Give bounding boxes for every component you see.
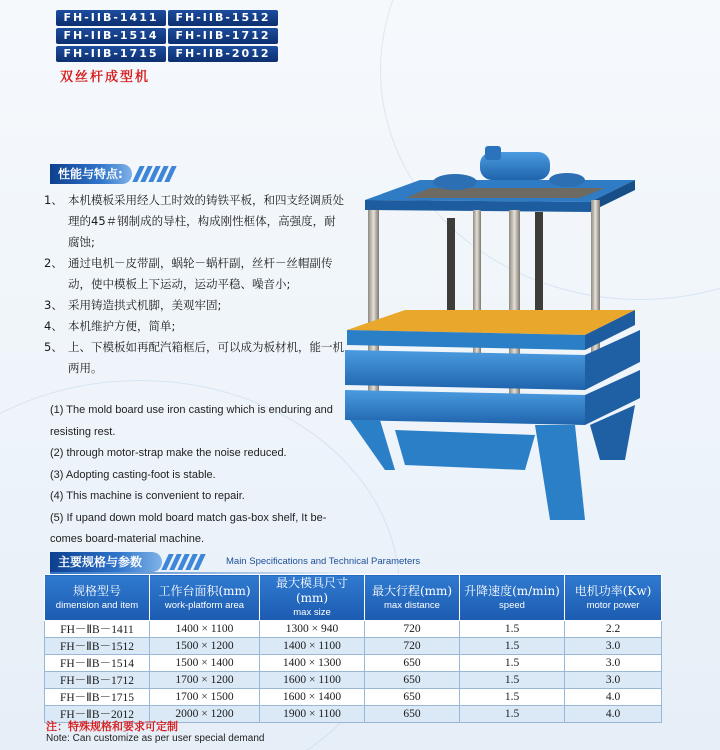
table-row: FH－ⅡB－2012 2000 × 1200 1900 × 1100 650 1.5 4.0 [45, 706, 662, 723]
table-row: FH－ⅡB－1411 1400 × 1100 1300 × 940 720 1.5 2.2 [45, 621, 662, 638]
list-item: 5、 上、下模板如再配汽箱框后，可以成为板材机，能一机两用。 [44, 340, 344, 375]
features-list [44, 190, 344, 379]
column-header: 电机功率(Kw) motor power [565, 575, 662, 621]
model-badges [56, 10, 278, 62]
table-row: FH－ⅡB－1514 1500 × 1400 1400 × 1300 650 1.5 3.0 [45, 655, 662, 672]
specs-title: 主要规格与参数 [58, 555, 143, 569]
table-header-row [45, 575, 662, 621]
model-badge: FH-IIB-1514 [56, 28, 166, 44]
specs-subtitle: Main Specifications and Technical Parameters [226, 556, 421, 567]
machine-image [335, 140, 665, 520]
list-item: (1) The mold board use iron casting which is enduring and resisting rest. [50, 404, 333, 438]
features-title: 性能与特点: [58, 167, 123, 181]
list-item: 3、 采用铸造拱式机脚，美观牢固; [44, 298, 222, 312]
features-list-english [50, 400, 350, 551]
list-item: (2) through motor-strap make the noise reduced. [50, 447, 287, 459]
note-chinese: 注：特殊规格和要求可定制 [46, 720, 178, 733]
model-badge: FH-IIB-1512 [168, 10, 278, 26]
specs-header [50, 552, 610, 572]
table-row: FH－ⅡB－1715 1700 × 1500 1600 × 1400 650 1.5 4.0 [45, 689, 662, 706]
list-item: 2、 通过电机－皮带副，蜗轮－蜗杆副，丝杆－丝帽副传动，使中模板上下运动，运动平稳、噪音小; [44, 256, 333, 291]
features-header [50, 164, 180, 184]
table-row: FH－ⅡB－1712 1700 × 1200 1600 × 1100 650 1.5 3.0 [45, 672, 662, 689]
model-badge: FH-IIB-1411 [56, 10, 166, 26]
model-badge: FH-IIB-1715 [56, 46, 166, 62]
column-header: 规格型号 dimension and item [45, 575, 150, 621]
product-name: 双丝杆成型机 [60, 70, 151, 85]
column-header: 工作台面积(mm) work-platform area [150, 575, 260, 621]
model-badge: FH-IIB-1712 [168, 28, 278, 44]
note-english: Note: Can customize as per user special demand [46, 733, 265, 744]
column-header: 升降速度(m/min) speed [460, 575, 565, 621]
list-item: (5) If upand down mold board match gas-box shelf, It be-comes board-material machine. [50, 511, 327, 545]
list-item: 4、 本机维护方便，简单; [44, 319, 176, 333]
column-header: 最大行程(mm) max distance [365, 575, 460, 621]
column-header: 最大模具尺寸(mm) max size [260, 575, 365, 621]
spec-table [44, 574, 662, 723]
list-item: 1、 本机模板采用经人工时效的铸铁平板，和四支经调质处理的45＃钢制成的导柱，构成刚性框体，高强度，耐腐蚀; [44, 193, 344, 249]
list-item: (4) This machine is convenient to repair. [50, 490, 245, 502]
model-badge: FH-IIB-2012 [168, 46, 278, 62]
list-item: (3) Adopting casting-foot is stable. [50, 468, 216, 481]
table-row: FH－ⅡB－1512 1500 × 1200 1400 × 1100 720 1.5 3.0 [45, 638, 662, 655]
